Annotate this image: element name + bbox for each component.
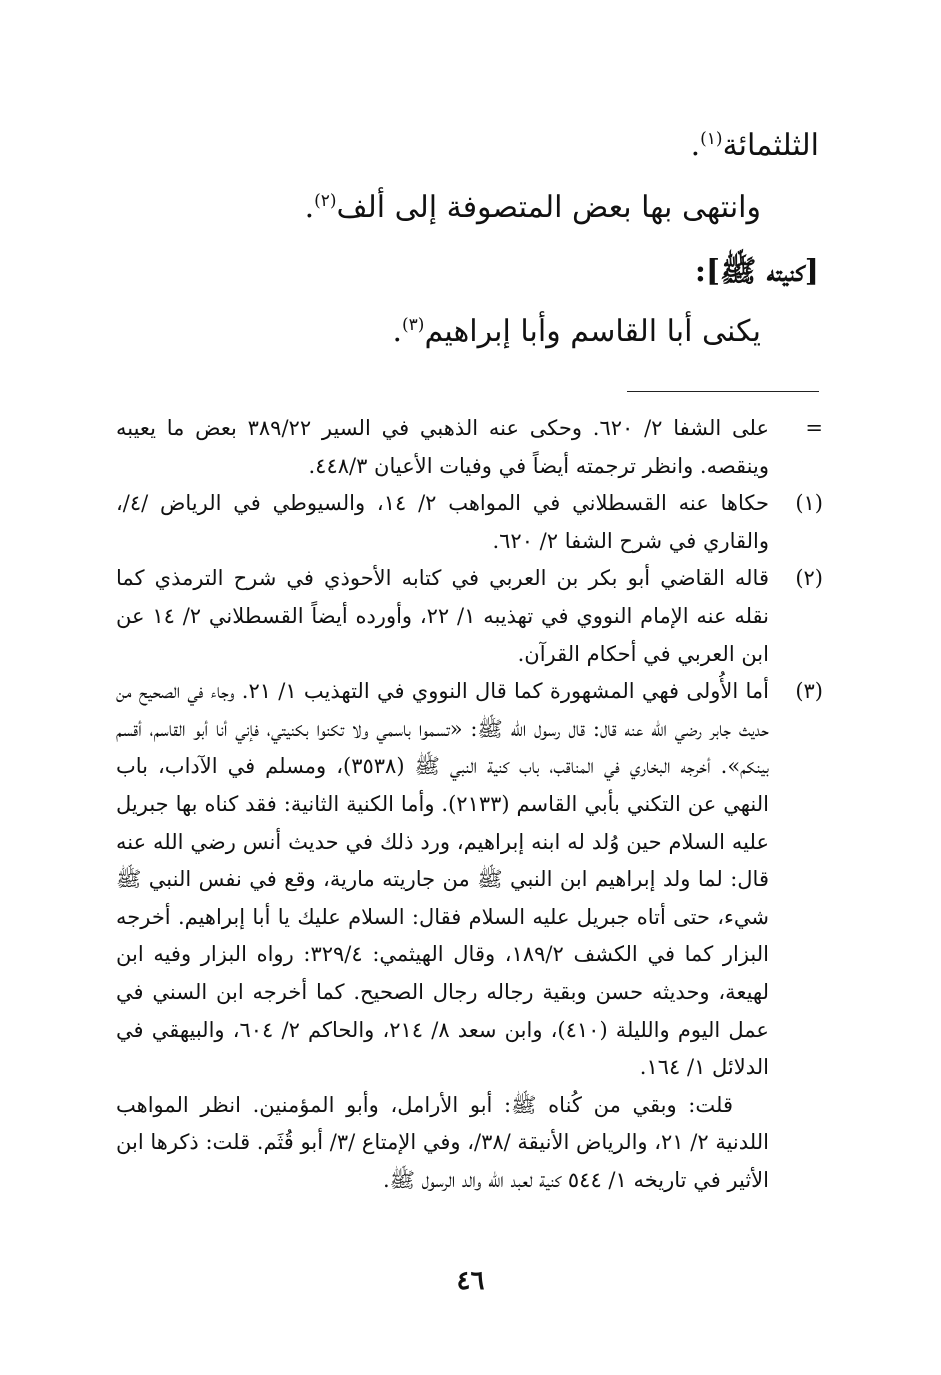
section-heading: [كنيته ﷺ]: — [694, 254, 819, 289]
main-text-line-1-end: . — [690, 128, 701, 163]
footnote-marker: (٣) — [795, 679, 823, 704]
footnote-text: أما الأُولى فهي المشهورة كما قال النووي في التهذيب ١/ ٢١. وجاء في الصحيح من حديث جابر رضي الله عنه قال: قال رسول الله ﷺ: «تسموا باسمي ولا تكنوا بكنيتي، فإني أنا أبو القاسم، أقسم بينكم». أخرجه البخاري في المناقب، باب كنية النبي ﷺ (٣٥٣٨)، ومسلم في الآداب، باب النهي عن التكني بأبي القاسم (٢١٣٣). وأما الكنية الثانية: فقد كناه بها جبريل عليه السلام حين وُلد له ابنه إبراهيم، ورد ذلك في حديث أنس رضي الله عنه قال: لما ولد إبراهيم ابن النبي ﷺ من جاريته مارية، وقع في نفس النبي ﷺ شيء، حتى أتاه جبريل عليه السلام فقال: السلام عليك يا أبا إبراهيم. أخرجه البزار كما في الكشف ١٨٩/٢، وقال الهيثمي: ٣٢٩/٤: رواه البزار وفيه ابن لهيعة، وحديثه حسن وبقية رجاله رجال الصحيح. كما أخرجه ابن السني في عمل اليوم والليلة (٤١٠)، وابن سعد ٨/ ٢١٤، والحاكم ٢/ ٦٠٤، والبيهقي في الدلائل ١/ ١٦٤. — [116, 679, 769, 1080]
main-text-line-1 — [691, 126, 819, 166]
main-text-line-2 — [305, 188, 761, 228]
main-text-line-1-text: الثلثمائة — [722, 128, 819, 163]
footnote-2 — [116, 560, 821, 673]
footnote-ref-2: (٢) — [314, 191, 337, 211]
footnote-text: على الشفا ٢/ ٦٢٠. وحكى عنه الذهبي في السير ٣٨٩/٢٢ بعض ما يعيبه وينقصه. وانظر ترجمته أيضاً في وفيات الأعيان ٤٤٨/٣. — [116, 416, 769, 478]
main-text-line-4 — [392, 312, 761, 352]
footnote-text-paragraph-2: قلت: وبقي من كُناه ﷺ: أبو الأرامل، وأبو المؤمنين. انظر المواهب اللدنية ٢/ ٢١، والرياض الأنيقة /٣٨/، وفي الإمتاع /٣/ أبو قُثَم. قلت: ذكرها ابن الأثير في تاريخه ١/ ٥٤٤ كنية لعبد الله والد الرسول ﷺ. — [116, 1092, 769, 1192]
main-text-line-2-text: وانتهى بها بعض المتصوفة إلى ألف — [336, 190, 761, 225]
footnote-text: قاله القاضي أبو بكر بن العربي في كتابه الأحوذي في شرح الترمذي كما نقله عنه الإمام النووي في تهذيبه ١/ ٢٢، وأورده أيضاً القسطلاني ٢/ ١٤ عن ابن العربي في أحكام القرآن. — [116, 566, 769, 666]
footnote-3 — [116, 673, 821, 1199]
footnote-marker: = — [805, 416, 823, 440]
footnote-text: حكاها عنه القسطلاني في المواهب ٢/ ١٤، والسيوطي في الرياض /٤/، والقاري في شرح الشفا ٢/ ٦٢٠. — [116, 491, 769, 553]
footnote-marker: (٢) — [795, 566, 823, 591]
footnote-separator — [627, 391, 819, 392]
page-number: ٤٦ — [456, 1266, 485, 1296]
footnote-ref-1: (١) — [700, 129, 723, 149]
footnote-marker: (١) — [795, 491, 823, 516]
main-text-line-4-end: . — [392, 314, 403, 349]
footnotes-section — [116, 410, 821, 1199]
main-text-line-4-text: يكنى أبا القاسم وأبا إبراهيم — [424, 314, 761, 349]
footnote-continuation — [116, 410, 821, 485]
footnote-ref-3: (٣) — [402, 315, 425, 335]
main-text-line-2-end: . — [304, 190, 315, 225]
footnote-1 — [116, 485, 821, 560]
